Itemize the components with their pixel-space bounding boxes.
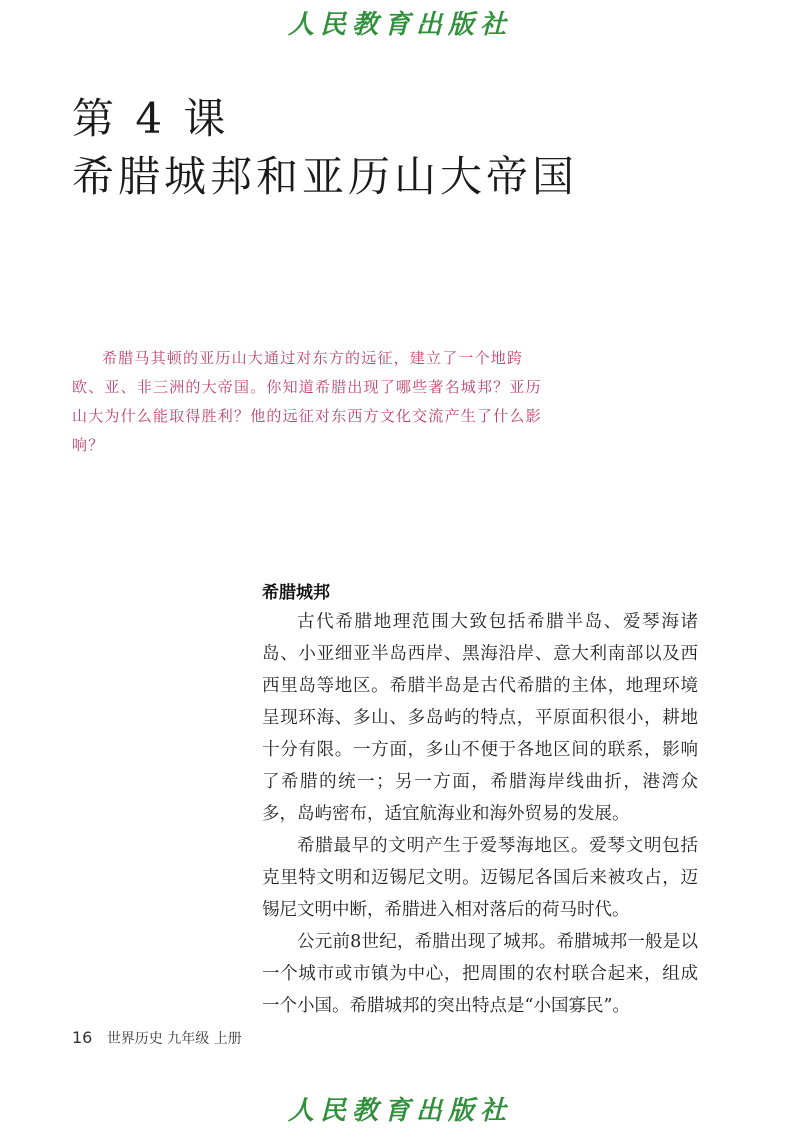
- lesson-title: 希腊城邦和亚历山大帝国: [72, 152, 579, 201]
- body-paragraph: 公元前8世纪，希腊出现了城邦。希腊城邦一般是以一个城市或市镇为中心，把周围的农村联合起来，组成一个小国。希腊城邦的突出特点是“小国寡民”。: [262, 932, 698, 1016]
- lesson-number: 第 4 课: [72, 94, 230, 143]
- body-paragraph: 希腊最早的文明产生于爱琴海地区。爱琴文明包括克里特文明和迈锡尼文明。迈锡尼各国后来被攻占，迈锡尼文明中断，希腊进入相对落后的荷马时代。: [262, 836, 698, 920]
- lesson-intro: 希腊马其顿的亚历山大通过对东方的远征，建立了一个地跨欧、亚、非三洲的大帝国。你知道希腊出现了哪些著名城邦？亚历山大为什么能取得胜利？他的远征对东西方文化交流产生了什么影响？: [72, 349, 542, 454]
- publisher-watermark-top: 人民教育出版社: [287, 10, 512, 40]
- page-number: 16: [72, 1028, 93, 1047]
- body-paragraph: 古代希腊地理范围大致包括希腊半岛、爱琴海诸岛、小亚细亚半岛西岸、黑海沿岸、意大利南部以及西西里岛等地区。希腊半岛是古代希腊的主体，地理环境呈现环海、多山、多岛屿的特点，平原面积很小，耕地十分有限。一方面，多山不便于各地区间的联系，影响了希腊的统一；另一方面，希腊海岸线曲折，港湾众多，岛屿密布，适宜航海业和海外贸易的发展。: [262, 612, 698, 824]
- page-footer: [72, 1028, 242, 1048]
- section-heading: 希腊城邦: [262, 583, 330, 603]
- section-body: [262, 606, 698, 1022]
- publisher-watermark-bottom: 人民教育出版社: [287, 1096, 512, 1126]
- book-title: 世界历史 九年级 上册: [106, 1031, 242, 1047]
